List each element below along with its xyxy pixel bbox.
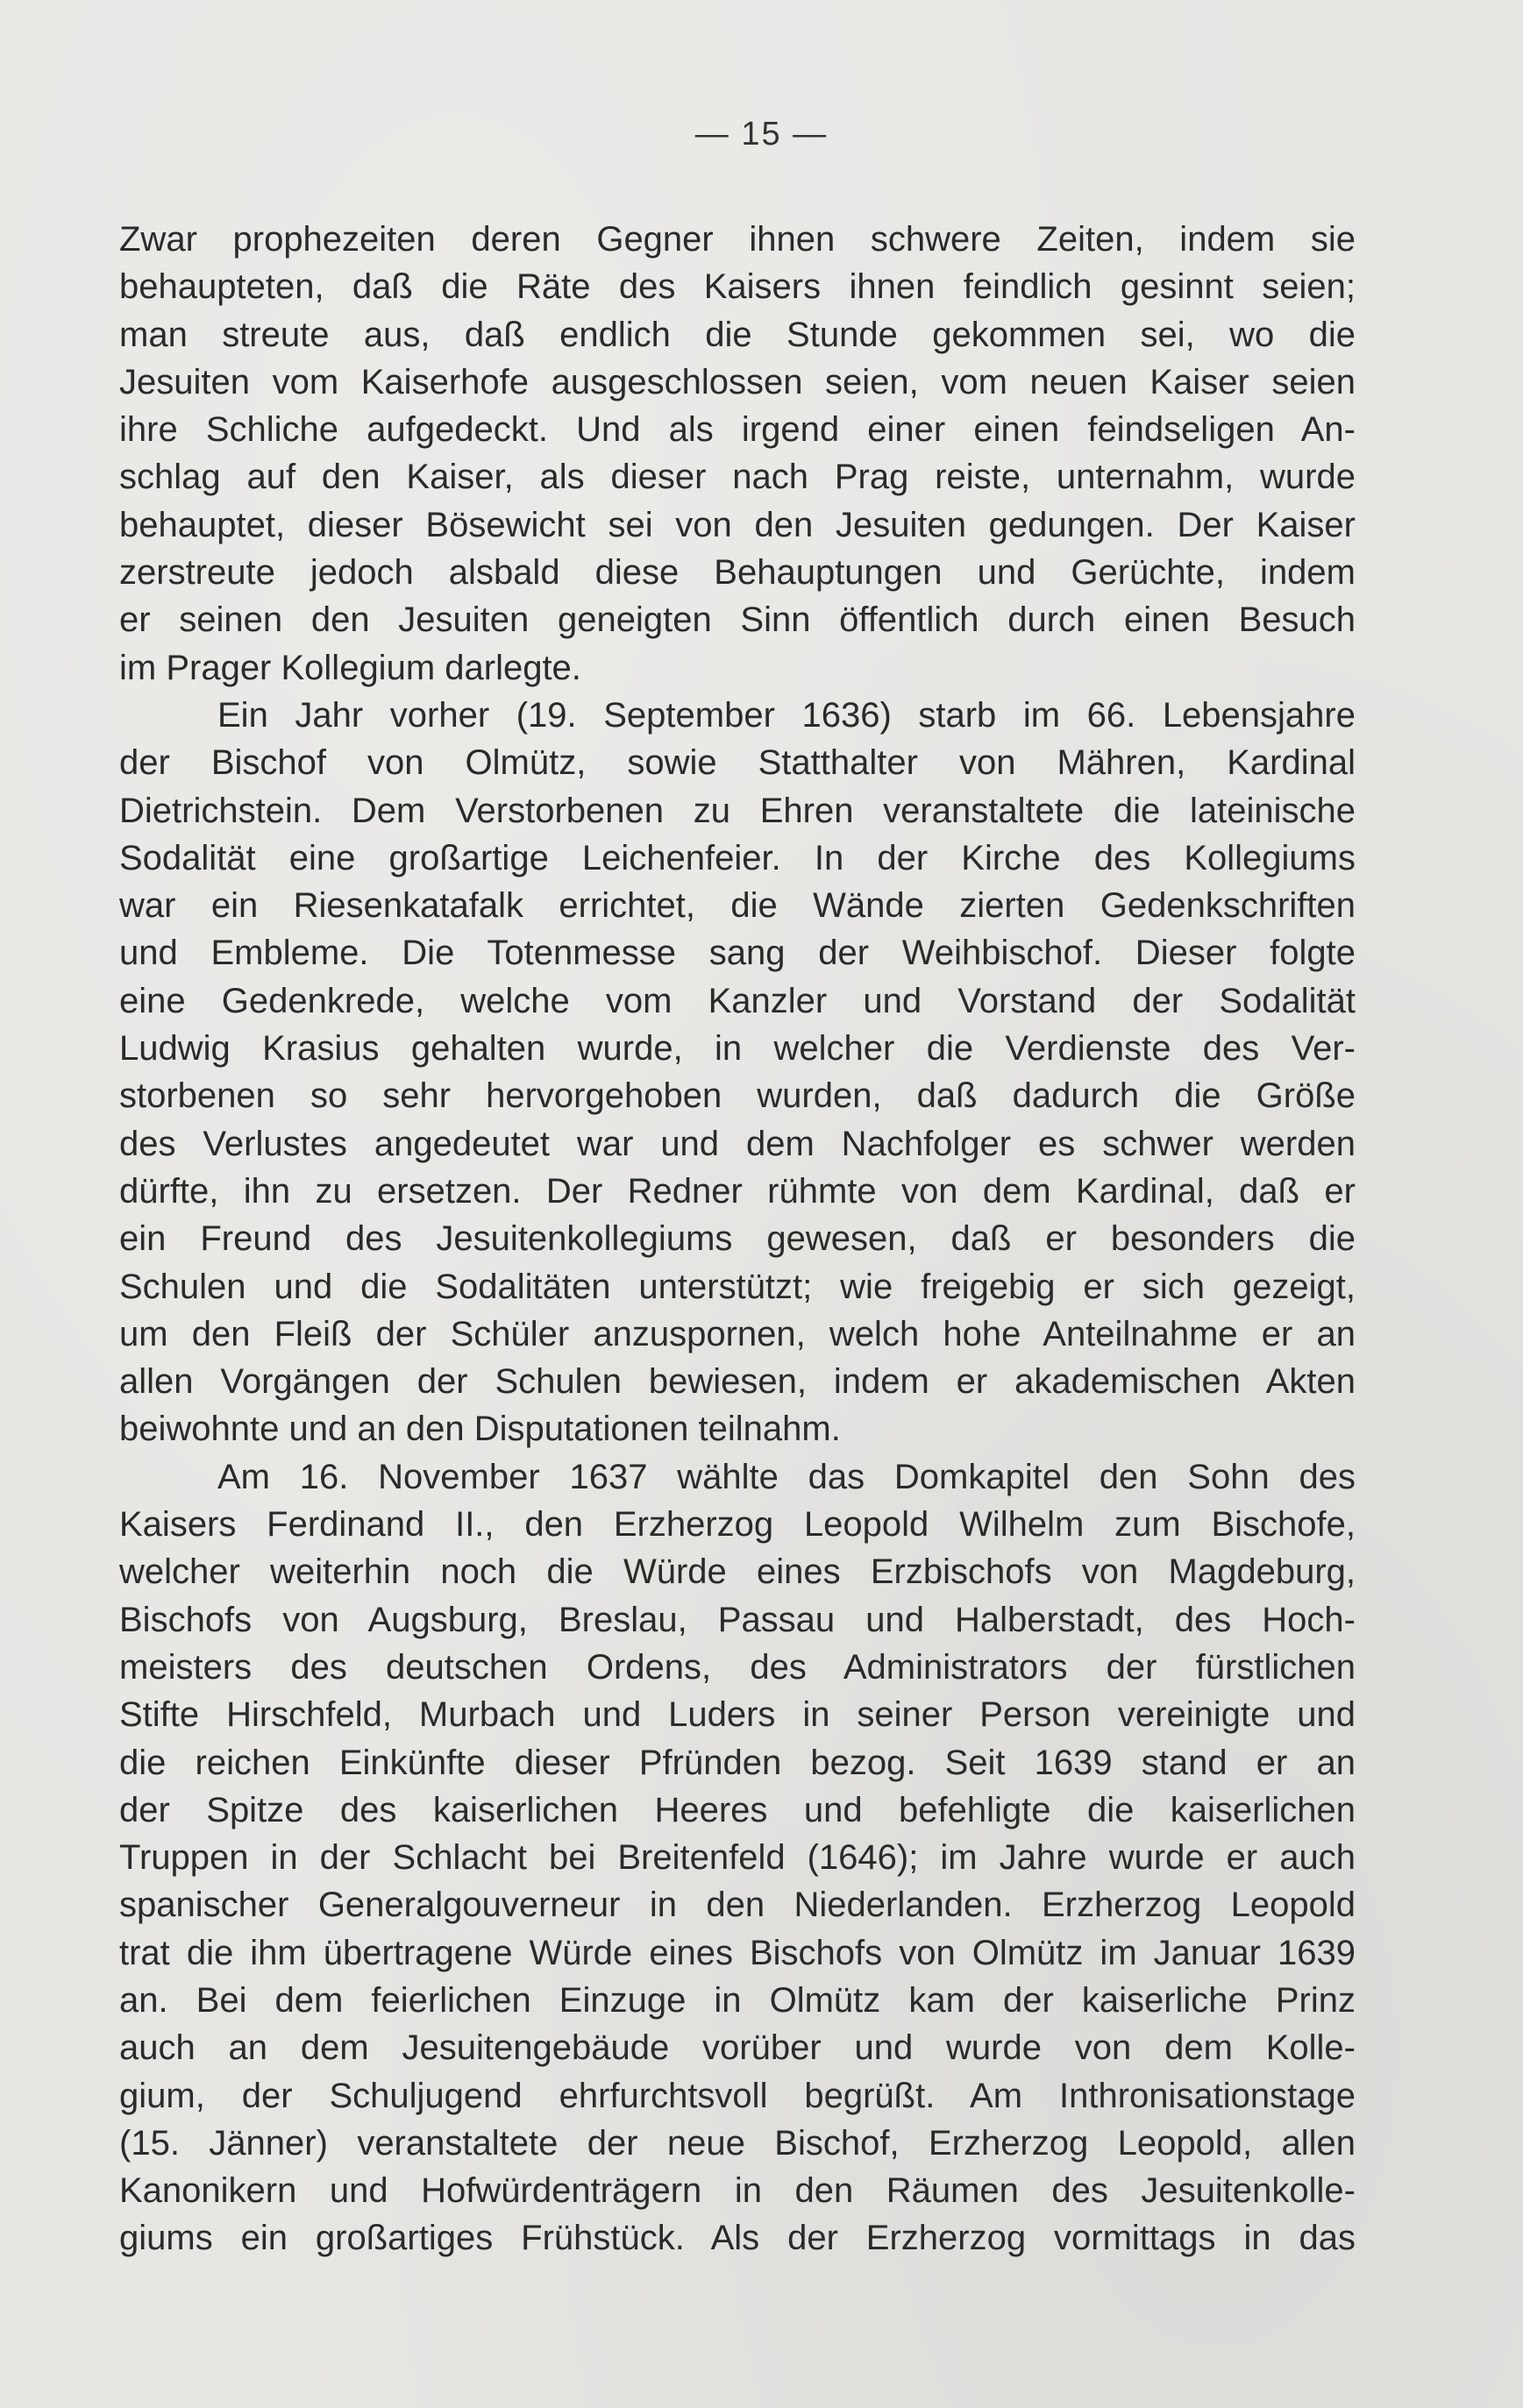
text-line: Kaisers Ferdinand II., den Erzherzog Leopold Wilhelm zum Bischofe, — [119, 1505, 1356, 1545]
page-number: — 15 — — [694, 116, 829, 153]
text-line: Bischofs von Augsburg, Breslau, Passau und Halberstadt, des Hoch- — [119, 1600, 1356, 1639]
text-line: dürfte, ihn zu ersetzen. Der Redner rühmte von dem Kardinal, daß er — [119, 1171, 1356, 1211]
text-line: war ein Riesenkatafalk errichtet, die Wände zierten Gedenkschriften — [119, 886, 1356, 926]
text-line: im Prager Kollegium darlegte. — [119, 648, 581, 687]
text-line: der Bischof von Olmütz, sowie Statthalter von Mähren, Kardinal — [119, 743, 1356, 783]
text-line: trat die ihm übertragene Würde eines Bischofs von Olmütz im Januar 1639 — [119, 1933, 1356, 1972]
text-line: meisters des deutschen Ordens, des Administrators der fürstlichen — [119, 1647, 1356, 1687]
text-line: Am 16. November 1637 wählte das Domkapitel den Sohn des — [217, 1457, 1356, 1496]
text-line: behauptet, dieser Bösewicht sei von den Jesuiten gedungen. Der Kaiser — [119, 505, 1356, 544]
text-line: allen Vorgängen der Schulen bewiesen, indem er akademischen Akten — [119, 1362, 1356, 1402]
text-line: Zwar prophezeiten deren Gegner ihnen schwere Zeiten, indem sie — [119, 220, 1356, 259]
text-line: Truppen in der Schlacht bei Breitenfeld (1646); im Jahre wurde er auch — [119, 1838, 1356, 1878]
text-line: man streute aus, daß endlich die Stunde gekommen sei, wo die — [119, 315, 1356, 354]
text-line: gium, der Schuljugend ehrfurchtsvoll begrüßt. Am Inthronisationstage — [119, 2076, 1356, 2115]
text-line: ein Freund des Jesuitenkollegiums gewesen, daß er besonders die — [119, 1219, 1356, 1259]
text-line: Ein Jahr vorher (19. September 1636) starb im 66. Lebensjahre — [217, 695, 1356, 735]
text-line: behaupteten, daß die Räte des Kaisers ihnen feindlich gesinnt seien; — [119, 267, 1356, 307]
text-line: die reichen Einkünfte dieser Pfründen bezog. Seit 1639 stand er an — [119, 1743, 1356, 1782]
text-line: beiwohnte und an den Disputationen teilnahm. — [119, 1410, 841, 1449]
text-line: an. Bei dem feierlichen Einzuge in Olmütz kam der kaiserliche Prinz — [119, 1980, 1356, 2020]
paragraph-1 — [119, 216, 1356, 692]
text-line: Schulen und die Sodalitäten unterstützt; wie freigebig er sich gezeigt, — [119, 1267, 1356, 1306]
text-line: des Verlustes angedeutet war und dem Nachfolger es schwer werden — [119, 1124, 1356, 1163]
text-line: storbenen so sehr hervorgehoben wurden, daß dadurch die Größe — [119, 1076, 1356, 1116]
text-line: Sodalität eine großartige Leichenfeier. In der Kirche des Kollegiums — [119, 838, 1356, 877]
text-line: giums ein großartiges Frühstück. Als der Erzherzog vormittags in das — [119, 2219, 1356, 2258]
text-line: um den Fleiß der Schüler anzuspornen, welch hohe Anteilnahme er an — [119, 1314, 1356, 1353]
body-text — [119, 216, 1356, 2262]
text-line: der Spitze des kaiserlichen Heeres und befehligte die kaiserlichen — [119, 1790, 1356, 1829]
text-line: auch an dem Jesuitengebäude vorüber und wurde von dem Kolle- — [119, 2028, 1356, 2068]
text-line: zerstreute jedoch alsbald diese Behauptungen und Gerüchte, indem — [119, 553, 1356, 593]
text-line: Dietrichstein. Dem Verstorbenen zu Ehren veranstaltete die lateinische — [119, 791, 1356, 830]
paragraph-3 — [119, 1453, 1356, 2262]
text-line: Kanonikern und Hofwürdenträgern in den Räumen des Jesuitenkolle- — [119, 2171, 1356, 2211]
text-line: welcher weiterhin noch die Würde eines Erzbischofs von Magdeburg, — [119, 1552, 1356, 1592]
text-line: Ludwig Krasius gehalten wurde, in welcher die Verdienste des Ver- — [119, 1029, 1356, 1069]
text-line: und Embleme. Die Totenmesse sang der Weihbischof. Dieser folgte — [119, 934, 1356, 973]
text-line: ihre Schliche aufgedeckt. Und als irgend einer einen feindseligen An- — [119, 410, 1356, 450]
text-line: Jesuiten vom Kaiserhofe ausgeschlossen seien, vom neuen Kaiser seien — [119, 362, 1356, 401]
text-line: spanischer Generalgouverneur in den Niederlanden. Erzherzog Leopold — [119, 1886, 1356, 1925]
text-line: (15. Jänner) veranstaltete der neue Bischof, Erzherzog Leopold, allen — [119, 2123, 1356, 2163]
text-line: Stifte Hirschfeld, Murbach und Luders in seiner Person vereinigte und — [119, 1695, 1356, 1735]
paragraph-2 — [119, 692, 1356, 1453]
text-line: eine Gedenkrede, welche vom Kanzler und Vorstand der Sodalität — [119, 981, 1356, 1020]
text-line: er seinen den Jesuiten geneigten Sinn öffentlich durch einen Besuch — [119, 600, 1356, 640]
text-line: schlag auf den Kaiser, als dieser nach Prag reiste, unternahm, wurde — [119, 458, 1356, 497]
